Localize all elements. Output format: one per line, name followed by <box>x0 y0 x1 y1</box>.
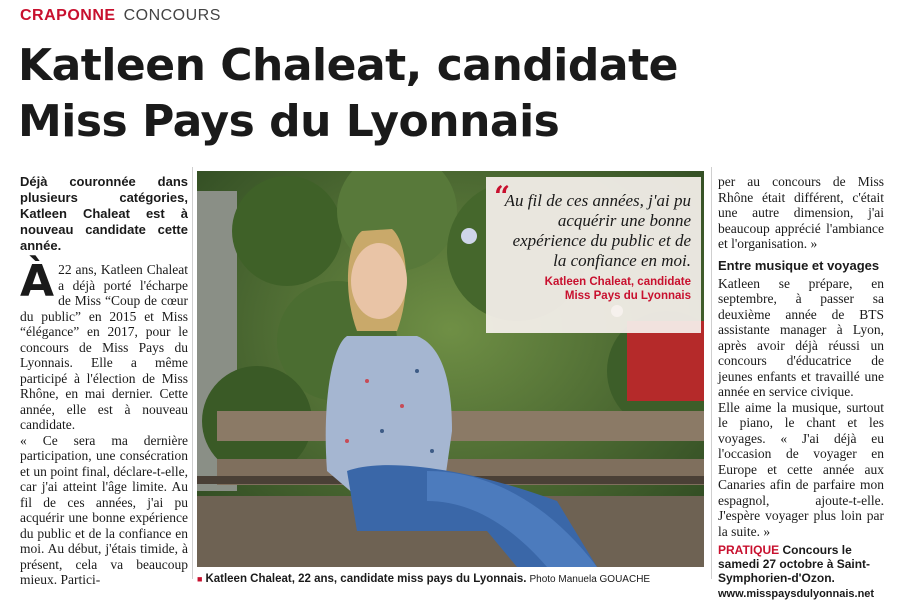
headline-line-1: Katleen Chaleat, candidate <box>18 40 678 91</box>
body-paragraph-2: « Ce sera ma dernière participation, une consécration et un point final, déclare-t-elle, car j'ai atteint l'âge limite. Au fil de ces années, j'ai pu acquérir une bonne expérience du public et de la confiance en moi. Au début, j'étais timide, à présent, cela va beaucoup mieux. Partici- <box>20 432 188 587</box>
right-column <box>718 174 884 601</box>
pull-quote-author <box>496 275 691 303</box>
pull-quote-author-line-1: Katleen Chaleat, candidate <box>544 276 691 288</box>
website-link: www.misspaysdulyonnais.net <box>718 588 875 600</box>
photo-caption <box>197 572 707 587</box>
practical-info <box>718 543 884 585</box>
lede-paragraph: Déjà couronnée dans plusieurs catégories, Katleen Chaleat est à nouveau candidate cette année. <box>20 174 188 253</box>
pull-quote-author-line-2: Miss Pays du Lyonnais <box>564 290 691 302</box>
pull-quote-text: Au fil de ces années, j'ai pu acquérir une bonne expérience du public et de la confiance en moi. <box>504 191 691 270</box>
practical-label: PRATIQUE <box>718 543 780 557</box>
right-paragraph-1: per au concours de Miss Rhône était différent, c'était une autre dimension, j'ai beaucoup apprécié l'ambiance et l'organisation. » <box>718 174 884 251</box>
drop-cap: À <box>20 256 55 307</box>
subsection-label: CONCOURS <box>123 7 221 24</box>
bench-backrest <box>217 411 704 441</box>
flower <box>461 228 477 244</box>
body-paragraph-1-text: 22 ans, Katleen Chaleat a déjà porté l'écharpe de Miss “Coup de cœur du public” en 2015 et Miss “élégance” en 2017, pour le concours de Miss Pays du Lyonnais. Elle a même participé à l'élection de Miss Rhône, en mai dernier. Cette année, elle est à nouveau candidate. <box>20 262 188 432</box>
subheading: Entre musique et voyages <box>718 257 880 273</box>
left-column <box>20 174 188 588</box>
column-divider-right <box>711 167 712 579</box>
section-header <box>20 6 221 26</box>
column-divider-left <box>192 167 193 579</box>
headline <box>18 38 878 150</box>
caption-square-icon: ■ <box>197 574 203 584</box>
section-label: CRAPONNE <box>20 7 116 24</box>
practical-text: Concours le samedi 27 octobre à Saint-Symphorien-d'Ozon. <box>718 543 871 585</box>
pull-quote <box>486 177 701 333</box>
right-paragraph-2: Katleen se prépare, en septembre, à passer sa deuxième année de BTS assistante manager à Lyon, après avoir déjà réussi un concours d'éducatrice de jeunes enfants et travaillé une année en service civique. <box>718 275 884 399</box>
photo-credit: Photo Manuela GOUACHE <box>529 574 651 585</box>
caption-text: Katleen Chaleat, 22 ans, candidate miss pays du Lyonnais. <box>205 573 527 585</box>
headline-line-2: Miss Pays du Lyonnais <box>18 96 560 147</box>
red-structure <box>627 321 704 401</box>
body-paragraph-1 <box>20 256 188 433</box>
open-quote-icon: “ <box>494 180 511 213</box>
right-paragraph-3: Elle aime la musique, surtout le piano, le chant et les voyages. « J'ai déjà eu l'occasion de voyager en Europe et cette année aux Canaries afin de parfaire mon espagnol, ajoute-t-elle. J'espère voyager plus loin par la suite. » <box>718 399 884 539</box>
